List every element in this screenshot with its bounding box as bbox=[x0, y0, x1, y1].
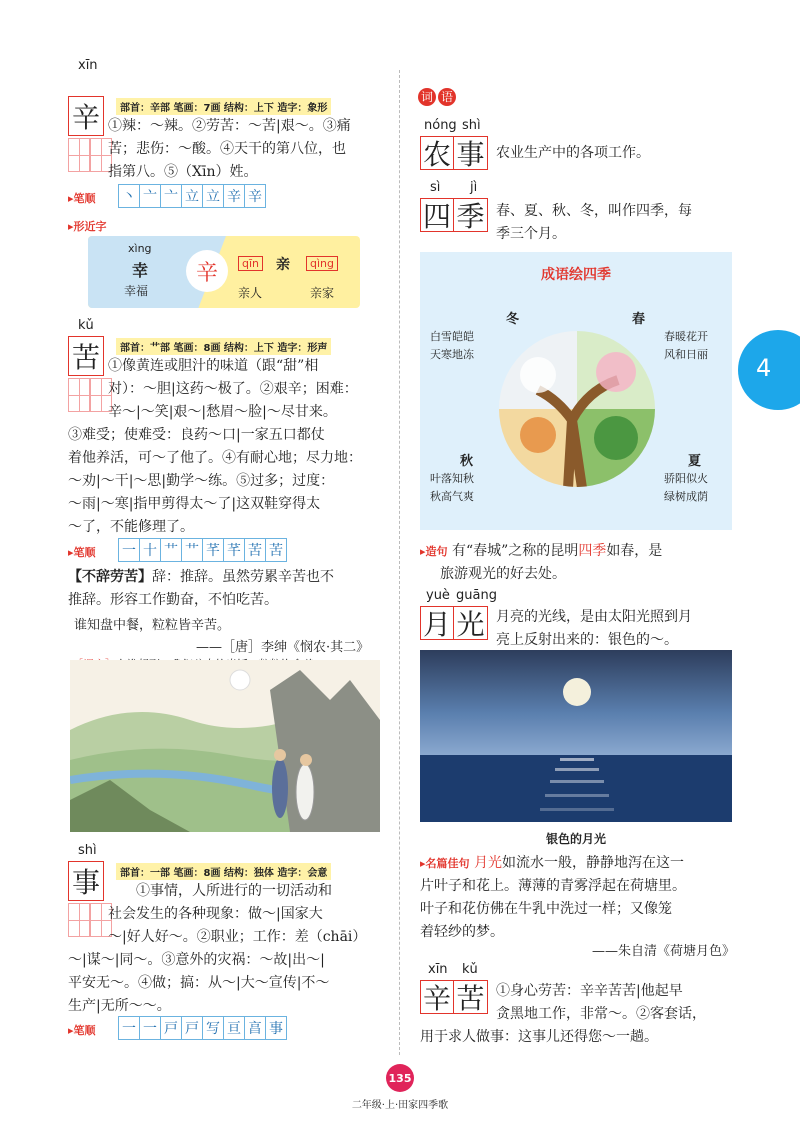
word: 亲家 bbox=[310, 286, 335, 300]
word-definition: 贪黑地工作，非常～。②客套话， bbox=[496, 1006, 706, 1022]
left-char: 幸 bbox=[132, 261, 149, 280]
example-sentence bbox=[420, 540, 750, 563]
stroke: 十 bbox=[140, 538, 161, 562]
stroke: 芊 bbox=[203, 538, 224, 562]
winter-idiom: 白雪皑皑 bbox=[430, 330, 474, 343]
season-winter: 冬 bbox=[506, 312, 520, 327]
headword-char: 月 bbox=[420, 606, 454, 640]
word-definition: 用于求人做事：这事儿还得您～一趟。 bbox=[420, 1029, 658, 1045]
stroke: 芊 bbox=[224, 538, 245, 562]
pinyin: sì bbox=[430, 180, 441, 195]
pinyin: kǔ bbox=[462, 962, 478, 977]
headword-siji bbox=[420, 198, 488, 232]
highlight-word: 月光 bbox=[473, 855, 502, 871]
ciyu-char: 语 bbox=[438, 88, 456, 106]
definition-line: ①事情，人所进行的一切活动和 bbox=[136, 883, 332, 899]
sentence-part: 有“春城”之称的昆明 bbox=[451, 543, 579, 559]
quote-label: ▸ 名篇佳句 bbox=[420, 857, 470, 870]
definition-line: ①辣：～辣。②劳苦：～苦|艰～。③痛 bbox=[108, 118, 351, 134]
pinyin: nóng bbox=[424, 118, 457, 133]
stroke: 戸 bbox=[161, 1016, 182, 1040]
stroke: 艹 bbox=[161, 538, 182, 562]
word-definition: 农业生产中的各项工作。 bbox=[496, 145, 650, 161]
definition-line: ～雨|～寒|指甲剪得太～了|这双鞋穿得太 bbox=[68, 496, 321, 512]
idiom-title: 【不辞劳苦】 bbox=[68, 569, 152, 585]
word-definition: 春、夏、秋、冬，叫作四季，每 bbox=[496, 203, 692, 219]
headword-char: 辛 bbox=[68, 96, 104, 136]
definition-line: ～了，不能修理了。 bbox=[68, 519, 194, 535]
definition-line: ～|好人好～。②职业；工作：差（chāi） bbox=[108, 929, 367, 945]
pinyin: yuè bbox=[426, 588, 450, 603]
autumn-idiom: 秋高气爽 bbox=[430, 490, 474, 503]
headword-xin bbox=[68, 96, 104, 136]
season-autumn: 秋 bbox=[460, 454, 474, 469]
word: 亲人 bbox=[238, 286, 263, 300]
stroke: 一 bbox=[140, 1016, 161, 1040]
pinyin: guāng bbox=[456, 588, 497, 603]
ciyu-heading bbox=[418, 86, 458, 106]
page-number: 135 bbox=[386, 1064, 414, 1092]
writing-grid bbox=[68, 378, 90, 412]
sentence-part: 如春，是 bbox=[606, 543, 663, 559]
stroke: 一 bbox=[118, 1016, 140, 1040]
idiom-line bbox=[68, 566, 334, 589]
stroke-order bbox=[118, 184, 266, 208]
writing-grid bbox=[68, 903, 90, 937]
quote-text: 如流水一般，静静地泻在这一 bbox=[501, 855, 684, 871]
idiom-line: 推辞。形容工作勤奋，不怕吃苦。 bbox=[68, 592, 278, 608]
definition-line: ①像黄连或胆汁的味道（跟“甜”相 bbox=[108, 358, 319, 374]
stroke: 亯 bbox=[245, 1016, 266, 1040]
stroke: 事 bbox=[266, 1016, 287, 1040]
photo-caption: 银色的月光 bbox=[545, 832, 606, 846]
definition-line: ③难受；使难受：良药～口|一家五口都仗 bbox=[68, 427, 325, 443]
stroke: 立 bbox=[203, 184, 224, 208]
char-meta: 部首：艹部 笔画：8画 结构：上下 造字：形声 bbox=[116, 338, 331, 355]
season-spring: 春 bbox=[632, 312, 646, 327]
stroke: 写 bbox=[203, 1016, 224, 1040]
farmer-illustration bbox=[70, 660, 380, 832]
highlight-word: 四季 bbox=[578, 543, 607, 559]
idiom-text: 辞：推辞。虽然劳累辛苦也不 bbox=[152, 569, 334, 585]
stroke-order-label: ▸ 笔顺 bbox=[68, 190, 96, 206]
word-definition: ①身心劳苦：辛辛苦苦|他起早 bbox=[496, 983, 683, 999]
definition-line: 平安无～。④做；搞：从～|大～宣传|不～ bbox=[68, 975, 330, 991]
pinyin: xīn bbox=[428, 962, 448, 977]
headword-char: 事 bbox=[68, 861, 104, 901]
stroke-order-label: ▸ 笔顺 bbox=[68, 544, 96, 560]
stroke: 一 bbox=[118, 538, 140, 562]
page-footer: 二年级·上·田家四季歌 bbox=[351, 1100, 449, 1111]
stroke-order-label: ▸ 笔顺 bbox=[68, 1022, 96, 1038]
mid-char: 亲 bbox=[276, 257, 290, 273]
summer-idiom: 骄阳似火 bbox=[664, 472, 708, 485]
definition-line: ～劝|～干|～思|勤学～练。⑤过多；过度： bbox=[68, 473, 335, 489]
stroke: 亠 bbox=[161, 184, 182, 208]
headword-xinku bbox=[420, 980, 488, 1014]
headword-shi bbox=[68, 861, 104, 901]
column-divider bbox=[399, 70, 400, 1055]
quote-source: ——朱自清《荷塘月色》 bbox=[592, 944, 736, 959]
example-sentence-line: 旅游观光的好去处。 bbox=[440, 566, 566, 582]
definition-line: 苦；悲伤：～酸。④天干的第八位，也 bbox=[108, 141, 346, 157]
stroke: 苦 bbox=[245, 538, 266, 562]
word-definition: 月亮的光线，是由太阳光照到月 bbox=[496, 609, 692, 625]
season-summer: 夏 bbox=[688, 454, 702, 469]
quote-line: 片叶子和花上。薄薄的青雾浮起在荷塘里。 bbox=[420, 878, 686, 894]
spring-idiom: 风和日丽 bbox=[664, 348, 708, 361]
definition-line: 对）：～胆|这药～极了。②艰辛；困难： bbox=[108, 381, 358, 397]
definition-line: 着他养活，可～了他了。④有耐心地；尽力地： bbox=[68, 450, 362, 466]
definition-line: 生产|无所～～。 bbox=[68, 998, 171, 1014]
definition-line: ～|谋～|同～。③意外的灾祸：～故|出～| bbox=[68, 952, 325, 968]
pinyin-box: qīn bbox=[238, 256, 263, 271]
similar-chars-panel bbox=[88, 236, 360, 308]
summer-idiom: 绿树成荫 bbox=[664, 490, 708, 503]
season-tree-illustration bbox=[498, 330, 656, 488]
stroke: 亘 bbox=[224, 1016, 245, 1040]
famous-quote bbox=[420, 852, 684, 875]
stroke: 丶 bbox=[118, 184, 140, 208]
stroke: 辛 bbox=[224, 184, 245, 208]
poem-line: 谁知盘中餐，粒粒皆辛苦。 bbox=[74, 618, 231, 633]
poem-source: ——［唐］李绅《悯农·其二》 bbox=[196, 640, 370, 655]
pinyin: shì bbox=[462, 118, 481, 133]
headword-char: 农 bbox=[420, 136, 454, 170]
headword-char: 事 bbox=[454, 136, 488, 170]
headword-ku bbox=[68, 336, 104, 376]
zaoju-label: ▸ 造句 bbox=[420, 545, 448, 558]
headword-char: 季 bbox=[454, 198, 488, 232]
definition-line: 辛～|～笑|艰～|愁眉～脸|～尽甘来。 bbox=[108, 404, 337, 420]
headword-char: 苦 bbox=[68, 336, 104, 376]
stroke: 苦 bbox=[266, 538, 287, 562]
pinyin-shi: shì bbox=[78, 843, 97, 858]
definition-line: 社会发生的各种现象：做～|国家大 bbox=[108, 906, 323, 922]
four-seasons-panel bbox=[420, 252, 732, 530]
headword-char: 四 bbox=[420, 198, 454, 232]
winter-idiom: 天寒地冻 bbox=[430, 348, 474, 361]
stroke-order bbox=[118, 1016, 287, 1040]
char-meta: 部首：辛部 笔画：7画 结构：上下 造字：象形 bbox=[116, 98, 331, 115]
moonlight-photo bbox=[420, 650, 732, 822]
headword-nongshi bbox=[420, 136, 488, 170]
center-char: 辛 bbox=[186, 250, 228, 292]
pinyin: jì bbox=[470, 180, 478, 195]
char-meta: 部首：一部 笔画：8画 结构：独体 造字：会意 bbox=[116, 863, 331, 880]
headword-char: 光 bbox=[454, 606, 488, 640]
stroke: 戸 bbox=[182, 1016, 203, 1040]
stroke-order bbox=[118, 538, 287, 562]
stroke: 艹 bbox=[182, 538, 203, 562]
stroke: 辛 bbox=[245, 184, 266, 208]
ciyu-char: 词 bbox=[418, 88, 436, 106]
spring-idiom: 春暖花开 bbox=[664, 330, 708, 343]
quote-line: 叶子和花仿佛在牛乳中洗过一样；又像笼 bbox=[420, 901, 672, 917]
pinyin-xin: xīn bbox=[78, 58, 98, 73]
definition-line: 指第八。⑤（Xīn）姓。 bbox=[108, 164, 258, 180]
quote-line: 着轻纱的梦。 bbox=[420, 924, 504, 940]
left-pinyin: xìng bbox=[128, 242, 152, 255]
writing-grid bbox=[68, 138, 90, 172]
chapter-number: 4 bbox=[756, 354, 772, 382]
pinyin-ku: kǔ bbox=[78, 318, 94, 333]
word-definition: 季三个月。 bbox=[496, 226, 566, 242]
autumn-idiom: 叶落知秋 bbox=[430, 472, 474, 485]
pinyin-box: qìng bbox=[306, 256, 338, 271]
similar-chars-label: ▸ 形近字 bbox=[68, 218, 107, 234]
stroke: 亠 bbox=[140, 184, 161, 208]
word-definition: 亮上反射出来的：银色的～。 bbox=[496, 632, 678, 648]
headword-yueguang bbox=[420, 606, 488, 640]
panel-title: 成语绘四季 bbox=[541, 267, 611, 283]
headword-char: 苦 bbox=[454, 980, 488, 1014]
headword-char: 辛 bbox=[420, 980, 454, 1014]
stroke: 立 bbox=[182, 184, 203, 208]
left-word: 幸福 bbox=[124, 284, 149, 298]
